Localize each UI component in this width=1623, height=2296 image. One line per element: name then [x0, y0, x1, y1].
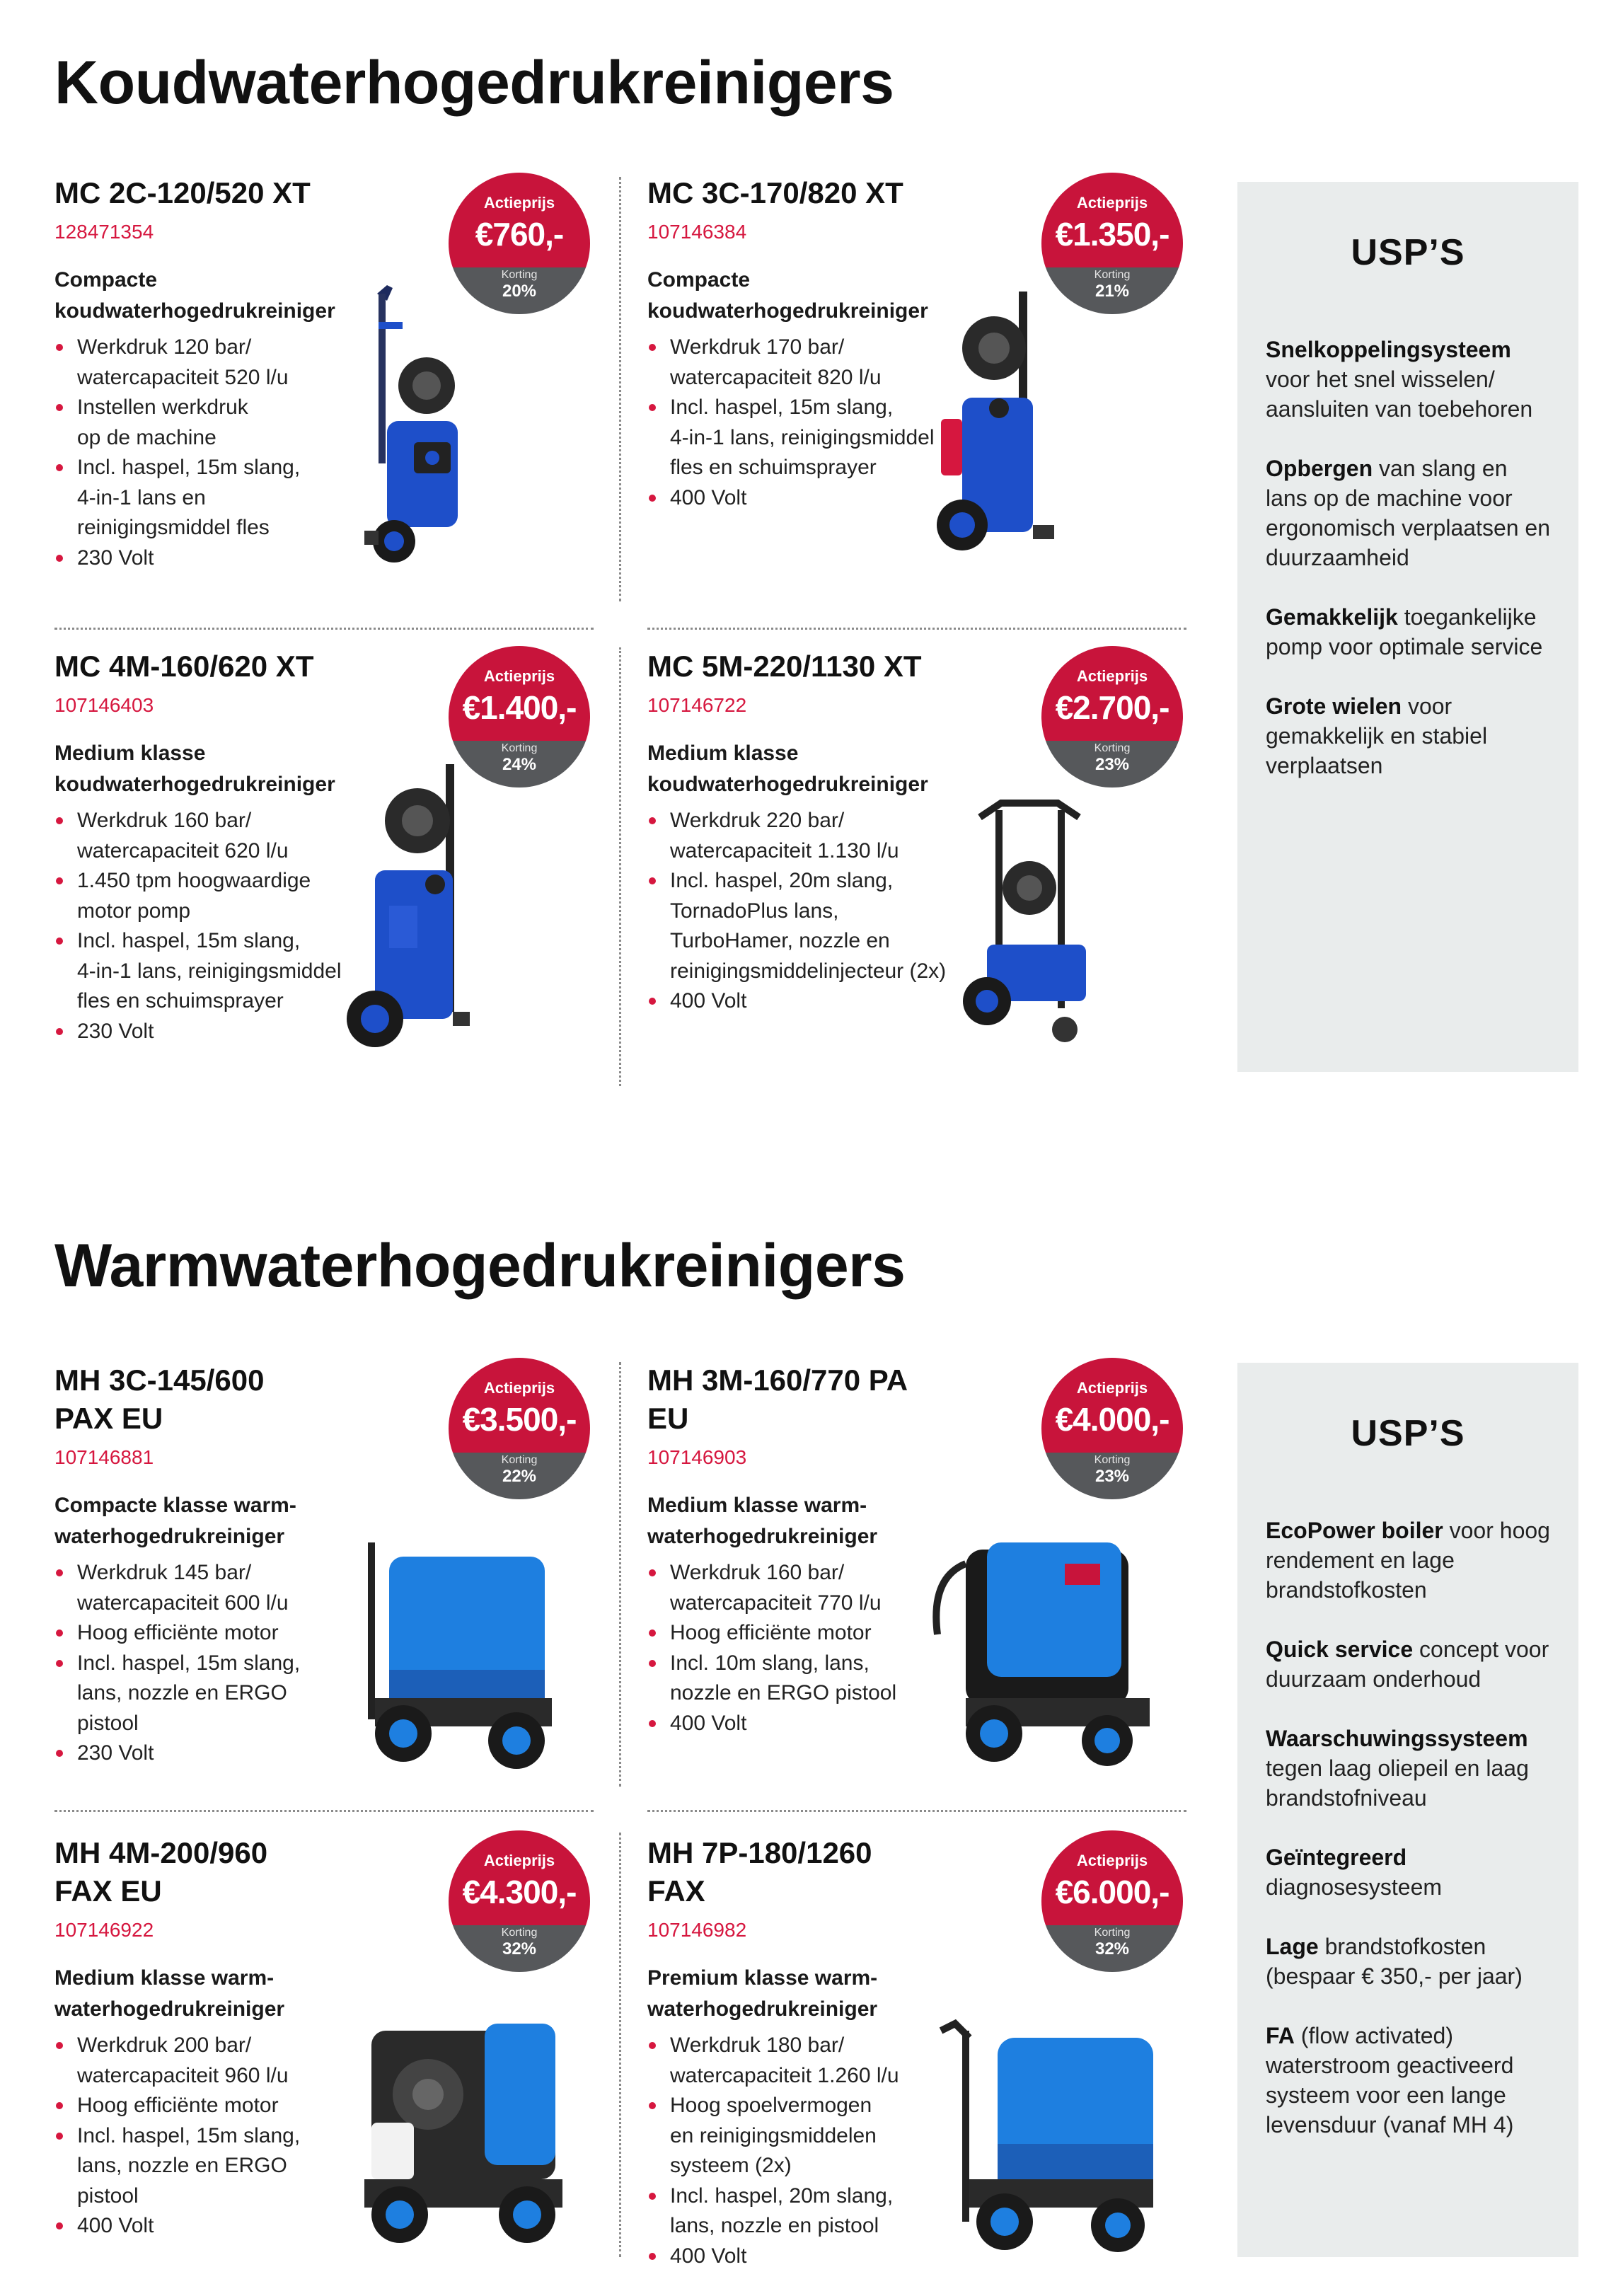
feature-item: Instellen werkdruk op de machine: [54, 393, 366, 453]
feature-item: 400 Volt: [647, 1709, 937, 1739]
feature-item: 400 Volt: [54, 2211, 345, 2242]
feature-list: [647, 806, 959, 1017]
usp-item: Waarschuwingssysteem tegen laag oliepeil en laag brandstofniveau: [1266, 1726, 1529, 1811]
pressure-washer-image: [350, 279, 463, 570]
feature-item: Incl. haspel, 20m slang, TornadoPlus lans, TurboHamer, nozzle en reinigingsmiddelinjecteur (2x): [647, 866, 959, 986]
product-subtitle: Compacte koudwaterhogedrukreiniger: [647, 268, 928, 323]
feature-item: 400 Volt: [647, 2242, 937, 2272]
price-badge: [449, 1358, 590, 1499]
usp-item: Opbergen van slang en lans op de machine voor ergonomisch verplaatsen en duurzaamheid: [1266, 456, 1551, 570]
usp-item: Grote wielen voor gemakkelijk en stabiel verplaatsen: [1266, 693, 1488, 778]
product-name: MH 3M-160/770 PA EU: [647, 1363, 907, 1435]
feature-item: 230 Volt: [54, 1017, 366, 1047]
badge-korting-label: Korting: [501, 1454, 538, 1466]
usp-item: Snelkoppelingsysteem voor het snel wisselen/ aansluiten van toebehoren: [1266, 337, 1533, 422]
badge-korting-label: Korting: [501, 269, 538, 281]
product-name: MH 3C-145/600 PAX EU: [54, 1363, 265, 1435]
feature-item: Werkdruk 145 bar/ watercapaciteit 600 l/u: [54, 1558, 345, 1618]
badge-label: Actieprijs: [483, 1379, 555, 1397]
price-badge: [1041, 1358, 1183, 1499]
badge-price: €6.000,-: [1055, 1874, 1169, 1910]
badge-price: €760,-: [475, 216, 564, 253]
feature-list: [647, 333, 945, 513]
badge-korting-value: 22%: [502, 1467, 537, 1486]
feature-item: Incl. haspel, 15m slang, 4-in-1 lans en reinigingsmiddel fles: [54, 453, 366, 543]
pressure-washer-image: [927, 2017, 1160, 2257]
usp-panel: [1237, 1363, 1578, 2257]
badge-korting-value: 20%: [502, 282, 537, 301]
badge-price: €2.700,-: [1055, 689, 1169, 726]
pressure-washer-image: [347, 764, 474, 1054]
feature-item: 1.450 tpm hoogwaardige motor pomp: [54, 866, 366, 926]
product-code: 107146982: [647, 1919, 747, 1941]
feature-list: [54, 333, 366, 573]
pressure-washer-image: [343, 2017, 570, 2250]
column-divider: [619, 1362, 621, 1787]
product-subtitle: Medium klasse warm-waterhogedrukreiniger: [54, 1966, 285, 2021]
feature-item: Werkdruk 220 bar/ watercapaciteit 1.130 l/u: [647, 806, 959, 866]
product-subtitle: Medium klasse koudwaterhogedrukreiniger: [54, 742, 335, 796]
pressure-washer-image: [923, 1535, 1164, 1769]
feature-list: [647, 2031, 937, 2271]
product-name: MC 5M-220/1130 XT: [647, 650, 922, 683]
feature-list: [54, 806, 366, 1046]
price-badge: [1041, 1830, 1183, 1972]
product-code: 107146903: [647, 1446, 747, 1468]
feature-item: Hoog spoelvermogen en reinigingsmiddelen systeem (2x): [647, 2091, 937, 2181]
usp-item: Gemakkelijk toegankelijke pomp voor optimale service: [1266, 604, 1543, 659]
feature-item: Incl. haspel, 15m slang, lans, nozzle en ERGO pistool: [54, 2121, 345, 2212]
product-name: MC 2C-120/520 XT: [54, 176, 311, 209]
usp-item: FA (flow activated) waterstroom geactiveerd systeem voor een lange levensduur (vanaf MH 4): [1266, 2023, 1514, 2138]
usp-item: Geïntegreerd diagnosesysteem: [1266, 1845, 1443, 1900]
feature-item: Incl. haspel, 20m slang, lans, nozzle en pistool: [647, 2181, 937, 2242]
usp-item: Lage brandstofkosten (bespaar € 350,- per jaar): [1266, 1934, 1523, 1989]
badge-korting-label: Korting: [1094, 742, 1131, 754]
product-subtitle: Medium klasse koudwaterhogedrukreiniger: [647, 742, 928, 796]
badge-label: Actieprijs: [1076, 194, 1148, 212]
usp-item: Quick service concept voor duurzaam onderhoud: [1266, 1637, 1549, 1692]
badge-korting-value: 23%: [1094, 755, 1130, 774]
badge-price: €3.500,-: [462, 1401, 577, 1438]
product-code: 107146722: [647, 694, 747, 716]
row-divider: [647, 1810, 1186, 1812]
badge-korting-label: Korting: [1094, 1927, 1131, 1939]
pressure-washer-image: [347, 1528, 559, 1776]
badge-korting-label: Korting: [1094, 269, 1131, 281]
feature-item: 230 Volt: [54, 1738, 345, 1769]
product-code: 107146922: [54, 1919, 154, 1941]
badge-label: Actieprijs: [1076, 1852, 1148, 1869]
badge-label: Actieprijs: [483, 667, 555, 685]
feature-item: Werkdruk 160 bar/ watercapaciteit 770 l/u: [647, 1558, 937, 1618]
pressure-washer-image: [927, 292, 1068, 567]
feature-item: Werkdruk 120 bar/ watercapaciteit 520 l/u: [54, 333, 366, 393]
pressure-washer-image: [959, 789, 1100, 1051]
product-subtitle: Compacte koudwaterhogedrukreiniger: [54, 268, 335, 323]
section-title-warmwater: Warmwaterhogedrukreinigers: [54, 1232, 906, 1300]
badge-korting-value: 24%: [502, 755, 537, 774]
usp-title: USP’S: [1351, 232, 1465, 273]
feature-item: 230 Volt: [54, 543, 366, 574]
feature-list: [54, 2031, 345, 2242]
product-name: MH 7P-180/1260 FAX: [647, 1836, 872, 1908]
feature-item: Incl. 10m slang, lans, nozzle en ERGO pistool: [647, 1649, 937, 1709]
feature-item: Hoog efficiënte motor: [54, 2091, 345, 2121]
product-code: 107146403: [54, 694, 154, 716]
feature-item: Hoog efficiënte motor: [647, 1618, 937, 1649]
usp-item: EcoPower boiler voor hoog rendement en lage brandstofkosten: [1266, 1518, 1550, 1603]
product-subtitle: Premium klasse warm-waterhogedrukreiniger: [647, 1966, 878, 2021]
product-subtitle: Compacte klasse warm-waterhogedrukreiniger: [54, 1494, 296, 1548]
badge-price: €1.350,-: [1055, 216, 1169, 253]
column-divider: [619, 177, 621, 601]
row-divider: [54, 628, 594, 630]
feature-item: Incl. haspel, 15m slang, lans, nozzle en ERGO pistool: [54, 1649, 345, 1739]
feature-item: 400 Volt: [647, 483, 945, 514]
product-name: MC 4M-160/620 XT: [54, 650, 314, 683]
column-divider: [619, 1833, 621, 2257]
badge-price: €1.400,-: [462, 689, 577, 726]
feature-item: Hoog efficiënte motor: [54, 1618, 345, 1649]
badge-korting-label: Korting: [1094, 1454, 1131, 1466]
feature-item: Incl. haspel, 15m slang, 4-in-1 lans, reinigingsmiddel fles en schuimsprayer: [54, 926, 366, 1017]
product-code: 128471354: [54, 221, 154, 243]
badge-label: Actieprijs: [1076, 667, 1148, 685]
price-badge: [1041, 646, 1183, 788]
badge-label: Actieprijs: [1076, 1379, 1148, 1397]
badge-price: €4.300,-: [462, 1874, 577, 1910]
feature-item: Werkdruk 170 bar/ watercapaciteit 820 l/u: [647, 333, 945, 393]
feature-list: [54, 1558, 345, 1769]
product-subtitle: Medium klasse warm-waterhogedrukreiniger: [647, 1494, 878, 1548]
feature-list: [647, 1558, 937, 1738]
badge-korting-value: 23%: [1094, 1467, 1130, 1486]
badge-korting-value: 21%: [1094, 282, 1130, 301]
product-code: 107146881: [54, 1446, 154, 1468]
product-name: MH 4M-200/960 FAX EU: [54, 1836, 268, 1908]
badge-price: €4.000,-: [1055, 1401, 1169, 1438]
usp-title: USP’S: [1351, 1413, 1465, 1454]
badge-korting-label: Korting: [501, 1927, 538, 1939]
badge-label: Actieprijs: [483, 194, 555, 212]
product-code: 107146384: [647, 221, 747, 243]
badge-label: Actieprijs: [483, 1852, 555, 1869]
row-divider: [647, 628, 1186, 630]
price-badge: [449, 173, 590, 314]
price-badge: [449, 1830, 590, 1972]
badge-korting-label: Korting: [501, 742, 538, 754]
product-name: MC 3C-170/820 XT: [647, 176, 903, 209]
row-divider: [54, 1810, 594, 1812]
feature-item: 400 Volt: [647, 986, 959, 1017]
feature-item: Incl. haspel, 15m slang, 4-in-1 lans, reinigingsmiddel fles en schuimsprayer: [647, 393, 945, 483]
badge-korting-value: 32%: [502, 1939, 537, 1958]
feature-item: Werkdruk 200 bar/ watercapaciteit 960 l/u: [54, 2031, 345, 2091]
column-divider: [619, 647, 621, 1086]
section-title-koudwater: Koudwaterhogedrukreinigers: [54, 49, 894, 117]
usp-panel: [1237, 182, 1578, 1072]
badge-korting-value: 32%: [1094, 1939, 1130, 1958]
feature-item: Werkdruk 160 bar/ watercapaciteit 620 l/u: [54, 806, 366, 866]
feature-item: Werkdruk 180 bar/ watercapaciteit 1.260 l/u: [647, 2031, 937, 2091]
